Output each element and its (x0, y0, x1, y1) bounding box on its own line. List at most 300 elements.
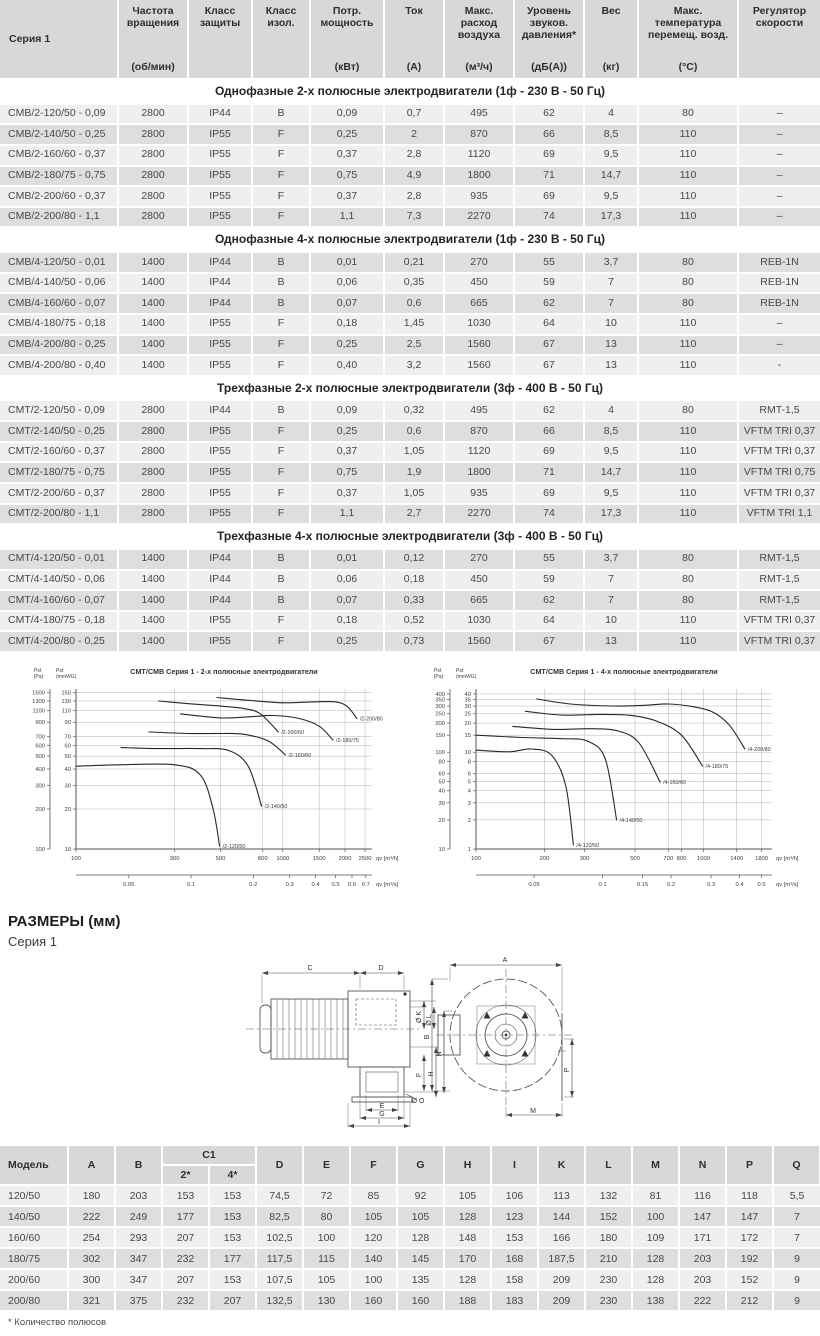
svg-text:50: 50 (438, 779, 445, 786)
value-cell: VFTM TRI 0,75 (738, 462, 820, 483)
column-label: Регулятор скорости (752, 5, 807, 29)
value-cell: 168 (491, 1248, 538, 1269)
value-cell: 7 (773, 1227, 820, 1248)
spec-header-cell (384, 0, 444, 79)
model-cell: CMB/2-140/50 - 0,25 (0, 124, 118, 145)
svg-text:130: 130 (61, 699, 71, 706)
svg-text:25: 25 (464, 711, 471, 718)
svg-text:100: 100 (435, 750, 445, 757)
dims-header-row-1 (0, 1146, 820, 1165)
value-cell: 0,37 (310, 145, 384, 166)
value-cell: REB-1N (738, 252, 820, 273)
dimension-labels (307, 957, 571, 1126)
value-cell: 110 (638, 462, 738, 483)
value-cell: 105 (444, 1185, 491, 1206)
value-cell: IP55 (188, 335, 252, 356)
x-axis-label: qv [m³/h] (776, 856, 799, 863)
svg-text:[Pa]: [Pa] (434, 674, 443, 681)
value-cell: 1,05 (384, 442, 444, 463)
value-cell: B (252, 273, 310, 294)
value-cell: VFTM TRI 0,37 (738, 631, 820, 652)
column-unit: (м³/ч) (465, 61, 493, 73)
value-cell: 0,25 (310, 421, 384, 442)
value-cell: 62 (514, 590, 584, 611)
value-cell: 177 (162, 1206, 209, 1227)
value-cell: 166 (538, 1227, 585, 1248)
value-cell: 153 (209, 1227, 256, 1248)
value-cell: 110 (638, 442, 738, 463)
value-cell: 1400 (118, 611, 188, 632)
model-cell: CMT/2-200/80 - 1,1 (0, 504, 118, 525)
value-cell: 2270 (444, 504, 514, 525)
value-cell: B (252, 104, 310, 125)
value-cell: - (738, 355, 820, 376)
value-cell: 81 (632, 1185, 679, 1206)
value-cell: REB-1N (738, 273, 820, 294)
dim-label-C: C (307, 965, 313, 973)
svg-text:1: 1 (467, 847, 471, 854)
value-cell: 100 (303, 1227, 350, 1248)
value-cell: 935 (444, 483, 514, 504)
value-cell: 254 (68, 1227, 115, 1248)
value-cell: 1400 (118, 273, 188, 294)
value-cell: 116 (679, 1185, 726, 1206)
dims-header-cell: F (350, 1146, 397, 1185)
value-cell: 85 (350, 1185, 397, 1206)
dims-header-poles: 4* (209, 1165, 256, 1185)
value-cell: IP55 (188, 314, 252, 335)
value-cell: 147 (679, 1206, 726, 1227)
value-cell: 144 (538, 1206, 585, 1227)
section-title-row (0, 79, 820, 104)
value-cell: 3,7 (584, 252, 638, 273)
svg-text:10: 10 (464, 750, 471, 757)
value-cell: IP55 (188, 145, 252, 166)
svg-text:300: 300 (169, 856, 180, 863)
value-cell: 1400 (118, 293, 188, 314)
model-cell: CMB/4-140/50 - 0,06 (0, 273, 118, 294)
value-cell: 66 (514, 124, 584, 145)
spec-header-cell (444, 0, 514, 79)
value-cell: 80 (638, 570, 738, 591)
dim-label-D: D (378, 965, 384, 973)
value-cell: 7 (584, 293, 638, 314)
value-cell: B (252, 570, 310, 591)
value-cell: 0,07 (310, 293, 384, 314)
value-cell: 3,7 (584, 549, 638, 570)
value-cell: 74 (514, 504, 584, 525)
value-cell: VFTM TRI 0,37 (738, 421, 820, 442)
value-cell: 2800 (118, 483, 188, 504)
value-cell: F (252, 442, 310, 463)
curve-label: /4-200/80 (747, 747, 771, 754)
value-cell: 0,25 (310, 631, 384, 652)
value-cell: 1560 (444, 335, 514, 356)
value-cell: 1030 (444, 611, 514, 632)
spec-row (0, 442, 820, 463)
model-cell: 200/60 (0, 1269, 68, 1290)
dims-header-cell: B (115, 1146, 162, 1185)
value-cell: IP55 (188, 186, 252, 207)
value-cell: 80 (638, 590, 738, 611)
spec-row (0, 570, 820, 591)
column-unit: (об/мин) (131, 61, 175, 73)
value-cell: 69 (514, 483, 584, 504)
svg-text:0.3: 0.3 (285, 882, 294, 889)
value-cell: 1400 (118, 314, 188, 335)
svg-text:0.5: 0.5 (331, 882, 340, 889)
value-cell: 80 (638, 252, 738, 273)
svg-text:35: 35 (464, 697, 471, 704)
dims-header-cell: N (679, 1146, 726, 1185)
value-cell: IP44 (188, 549, 252, 570)
fan-curve-charts (0, 653, 820, 899)
value-cell: F (252, 483, 310, 504)
svg-text:1800: 1800 (755, 856, 769, 863)
value-cell: 72 (303, 1185, 350, 1206)
spec-row (0, 355, 820, 376)
value-cell: F (252, 207, 310, 228)
value-cell: 110 (638, 631, 738, 652)
svg-text:200: 200 (35, 807, 45, 814)
spec-header-cell (310, 0, 384, 79)
fan-dimension-drawing (240, 951, 590, 1131)
value-cell: 0,18 (310, 314, 384, 335)
value-cell: 105 (350, 1206, 397, 1227)
model-cell: CMB/2-160/60 - 0,37 (0, 145, 118, 166)
value-cell: 170 (444, 1248, 491, 1269)
value-cell: IP55 (188, 504, 252, 525)
value-cell: 230 (585, 1269, 632, 1290)
svg-text:900: 900 (35, 720, 45, 727)
x2-axis-label: qv [m³/s] (776, 882, 799, 889)
value-cell: 1120 (444, 145, 514, 166)
value-cell: 0,32 (384, 400, 444, 421)
value-cell: 0,37 (310, 442, 384, 463)
section-title: Трехфазные 4-х полюсные электродвигатели (3ф - 400 В - 50 Гц) (0, 524, 820, 549)
value-cell: 1120 (444, 442, 514, 463)
value-cell: – (738, 314, 820, 335)
spec-header-cell (514, 0, 584, 79)
value-cell: 665 (444, 590, 514, 611)
column-label: Потр. мощность (320, 5, 374, 29)
value-cell: 180 (585, 1227, 632, 1248)
value-cell: 10 (584, 314, 638, 335)
svg-text:0.05: 0.05 (123, 882, 135, 889)
spec-row (0, 631, 820, 652)
svg-text:10: 10 (64, 847, 71, 854)
spec-row (0, 293, 820, 314)
value-cell: 7 (584, 273, 638, 294)
value-cell: F (252, 611, 310, 632)
value-cell: 148 (444, 1227, 491, 1248)
chart-title: CMT/CMB Серия 1 - 2-х полюсные электродвигатели (130, 667, 318, 677)
value-cell: 0,35 (384, 273, 444, 294)
curve-/4-200/80 (537, 699, 745, 749)
svg-text:1300: 1300 (32, 699, 45, 706)
dims-header-cell: K (538, 1146, 585, 1185)
svg-text:250: 250 (435, 711, 445, 718)
svg-text:0.6: 0.6 (347, 882, 356, 889)
value-cell: 80 (638, 400, 738, 421)
value-cell: IP55 (188, 483, 252, 504)
svg-text:800: 800 (676, 856, 687, 863)
dim-label-M: M (530, 1108, 536, 1116)
value-cell: 4 (584, 400, 638, 421)
value-cell: 7,3 (384, 207, 444, 228)
value-cell: 80 (638, 104, 738, 125)
value-cell: 1,1 (310, 504, 384, 525)
value-cell: 2,5 (384, 335, 444, 356)
value-cell: VFTM TRI 0,37 (738, 442, 820, 463)
section-title-row (0, 227, 820, 252)
dims-header-cell: D (256, 1146, 303, 1185)
value-cell: 80 (303, 1206, 350, 1227)
svg-text:500: 500 (35, 754, 45, 761)
value-cell: 1400 (118, 335, 188, 356)
value-cell: 110 (638, 166, 738, 187)
fan-chart-4pole (414, 663, 812, 899)
value-cell: REB-1N (738, 293, 820, 314)
spec-row (0, 611, 820, 632)
spec-header-cell (252, 0, 310, 79)
value-cell: 300 (68, 1269, 115, 1290)
value-cell: 158 (491, 1269, 538, 1290)
value-cell: 145 (397, 1248, 444, 1269)
curve-label: /2-120/50 (222, 844, 246, 851)
value-cell: 128 (444, 1269, 491, 1290)
curve-label: /2-200/80 (359, 716, 383, 723)
value-cell: F (252, 314, 310, 335)
value-cell: 347 (115, 1269, 162, 1290)
model-cell: CMB/4-120/50 - 0,01 (0, 252, 118, 273)
value-cell: 123 (491, 1206, 538, 1227)
value-cell: 1,45 (384, 314, 444, 335)
spec-header-cell (188, 0, 252, 79)
value-cell: 8,5 (584, 124, 638, 145)
svg-text:0.1: 0.1 (187, 882, 196, 889)
spec-header-row (0, 0, 820, 79)
value-cell: 110 (638, 186, 738, 207)
value-cell: 7 (773, 1206, 820, 1227)
mmwg-axis-label: Pst (56, 668, 64, 675)
value-cell: 140 (350, 1248, 397, 1269)
curve-label: /2-200/60 (281, 730, 304, 737)
value-cell: 0,18 (384, 570, 444, 591)
value-cell: 321 (68, 1290, 115, 1311)
fan-chart-2pole (14, 663, 412, 899)
value-cell: 9,5 (584, 442, 638, 463)
value-cell: 230 (585, 1290, 632, 1311)
svg-text:0.7: 0.7 (361, 882, 370, 889)
value-cell: 207 (162, 1269, 209, 1290)
value-cell: IP44 (188, 293, 252, 314)
svg-text:100: 100 (471, 856, 481, 863)
value-cell: 0,40 (310, 355, 384, 376)
value-cell: 1400 (118, 590, 188, 611)
value-cell: 82,5 (256, 1206, 303, 1227)
svg-text:90: 90 (64, 720, 71, 727)
model-cell: CMT/4-160/60 - 0,07 (0, 590, 118, 611)
svg-text:20: 20 (438, 817, 445, 824)
svg-text:40: 40 (64, 767, 71, 774)
value-cell: 69 (514, 186, 584, 207)
value-cell: 2,8 (384, 145, 444, 166)
spec-row (0, 549, 820, 570)
value-cell: 160 (350, 1290, 397, 1311)
value-cell: 110 (638, 207, 738, 228)
dims-row (0, 1206, 820, 1227)
spec-row (0, 145, 820, 166)
curve-label: /4-140/50 (619, 817, 643, 824)
model-cell: CMT/2-180/75 - 0,75 (0, 462, 118, 483)
dim-label-A: A (502, 957, 508, 965)
section-title: Трехфазные 2-х полюсные электродвигатели (3ф - 400 В - 50 Гц) (0, 376, 820, 401)
value-cell: 118 (726, 1185, 773, 1206)
value-cell: 128 (444, 1206, 491, 1227)
value-cell: 0,37 (310, 186, 384, 207)
value-cell: – (738, 207, 820, 228)
value-cell: 495 (444, 104, 514, 125)
x2-axis-label: qv [m³/s] (376, 882, 399, 889)
svg-text:2: 2 (467, 817, 471, 824)
value-cell: 107,5 (256, 1269, 303, 1290)
value-cell: 1,1 (310, 207, 384, 228)
value-cell: 177 (209, 1248, 256, 1269)
column-label: Частота вращения (126, 5, 180, 29)
column-label: Уровень звуков. давления* (521, 5, 577, 41)
value-cell: 212 (726, 1290, 773, 1311)
dims-header-cell: P (726, 1146, 773, 1185)
value-cell: 62 (514, 104, 584, 125)
value-cell: 153 (209, 1185, 256, 1206)
value-cell: 1400 (118, 549, 188, 570)
model-cell: CMB/4-180/75 - 0,18 (0, 314, 118, 335)
drawing-shapes (246, 969, 574, 1107)
svg-text:300: 300 (435, 704, 445, 711)
value-cell: 67 (514, 631, 584, 652)
value-cell: 1400 (118, 570, 188, 591)
value-cell: B (252, 293, 310, 314)
value-cell: 0,33 (384, 590, 444, 611)
value-cell: 0,01 (310, 549, 384, 570)
value-cell: 171 (679, 1227, 726, 1248)
svg-text:20: 20 (464, 721, 471, 728)
value-cell: 1,05 (384, 483, 444, 504)
svg-text:1000: 1000 (697, 856, 710, 863)
value-cell: 232 (162, 1248, 209, 1269)
value-cell: – (738, 166, 820, 187)
value-cell: 128 (632, 1269, 679, 1290)
svg-text:110: 110 (61, 708, 71, 715)
column-label: Ток (405, 5, 423, 17)
spec-row (0, 590, 820, 611)
dims-table-head (0, 1146, 820, 1185)
dim-label-N: N (436, 1051, 443, 1057)
dims-header-cell: M (632, 1146, 679, 1185)
dims-row (0, 1290, 820, 1311)
value-cell: 0,6 (384, 293, 444, 314)
value-cell: 1560 (444, 631, 514, 652)
value-cell: 249 (115, 1206, 162, 1227)
svg-text:700: 700 (35, 734, 45, 741)
value-cell: 17,3 (584, 504, 638, 525)
svg-text:(mmWG): (mmWG) (456, 674, 477, 681)
curve-/2-160/60 (149, 732, 286, 755)
svg-text:0.1: 0.1 (598, 882, 607, 889)
value-cell: 450 (444, 570, 514, 591)
spec-row (0, 335, 820, 356)
svg-text:150: 150 (435, 733, 445, 740)
value-cell: 7 (584, 590, 638, 611)
dim-label-P: P (564, 1067, 571, 1073)
value-cell: 110 (638, 355, 738, 376)
section-title-row (0, 524, 820, 549)
value-cell: 13 (584, 355, 638, 376)
value-cell: 17,3 (584, 207, 638, 228)
value-cell: 0,25 (310, 124, 384, 145)
value-cell: 0,37 (310, 483, 384, 504)
svg-text:0.15: 0.15 (636, 882, 649, 889)
value-cell: 187,5 (538, 1248, 585, 1269)
value-cell: 1030 (444, 314, 514, 335)
value-cell: 665 (444, 293, 514, 314)
value-cell: 209 (538, 1290, 585, 1311)
value-cell: IP44 (188, 570, 252, 591)
svg-text:70: 70 (64, 734, 71, 741)
model-cell: CMB/4-160/60 - 0,07 (0, 293, 118, 314)
value-cell: VFTM TRI 1,1 (738, 504, 820, 525)
value-cell: 0,73 (384, 631, 444, 652)
spec-header-cell (0, 0, 118, 79)
value-cell: 152 (585, 1206, 632, 1227)
value-cell: 293 (115, 1227, 162, 1248)
dims-row (0, 1227, 820, 1248)
value-cell: 1800 (444, 166, 514, 187)
value-cell: RMT-1,5 (738, 549, 820, 570)
dims-header-cell: H (444, 1146, 491, 1185)
dim-label-ØK: Ø K (416, 1011, 423, 1024)
value-cell: 110 (638, 124, 738, 145)
value-cell: 2800 (118, 504, 188, 525)
section-title: Однофазные 4-х полюсные электродвигатели (1ф - 230 В - 50 Гц) (0, 227, 820, 252)
value-cell: 0,12 (384, 549, 444, 570)
value-cell: RMT-1,5 (738, 570, 820, 591)
value-cell: 188 (444, 1290, 491, 1311)
value-cell: 0,6 (384, 421, 444, 442)
curve-label: /4-180/75 (705, 764, 729, 771)
value-cell: 7 (584, 570, 638, 591)
value-cell: 172 (726, 1227, 773, 1248)
chart-grid (76, 689, 372, 849)
value-cell: B (252, 549, 310, 570)
svg-text:[Pa]: [Pa] (34, 674, 43, 681)
model-cell: 140/50 (0, 1206, 68, 1227)
value-cell: 183 (491, 1290, 538, 1311)
value-cell: 130 (303, 1290, 350, 1311)
value-cell: 0,06 (310, 570, 384, 591)
value-cell: 210 (585, 1248, 632, 1269)
value-cell: 0,09 (310, 400, 384, 421)
value-cell: F (252, 462, 310, 483)
value-cell: 495 (444, 400, 514, 421)
svg-text:2000: 2000 (338, 856, 352, 863)
value-cell: 1800 (444, 462, 514, 483)
value-cell: 64 (514, 314, 584, 335)
dims-row (0, 1185, 820, 1206)
dims-header-model: Модель (0, 1146, 68, 1185)
value-cell: IP55 (188, 611, 252, 632)
